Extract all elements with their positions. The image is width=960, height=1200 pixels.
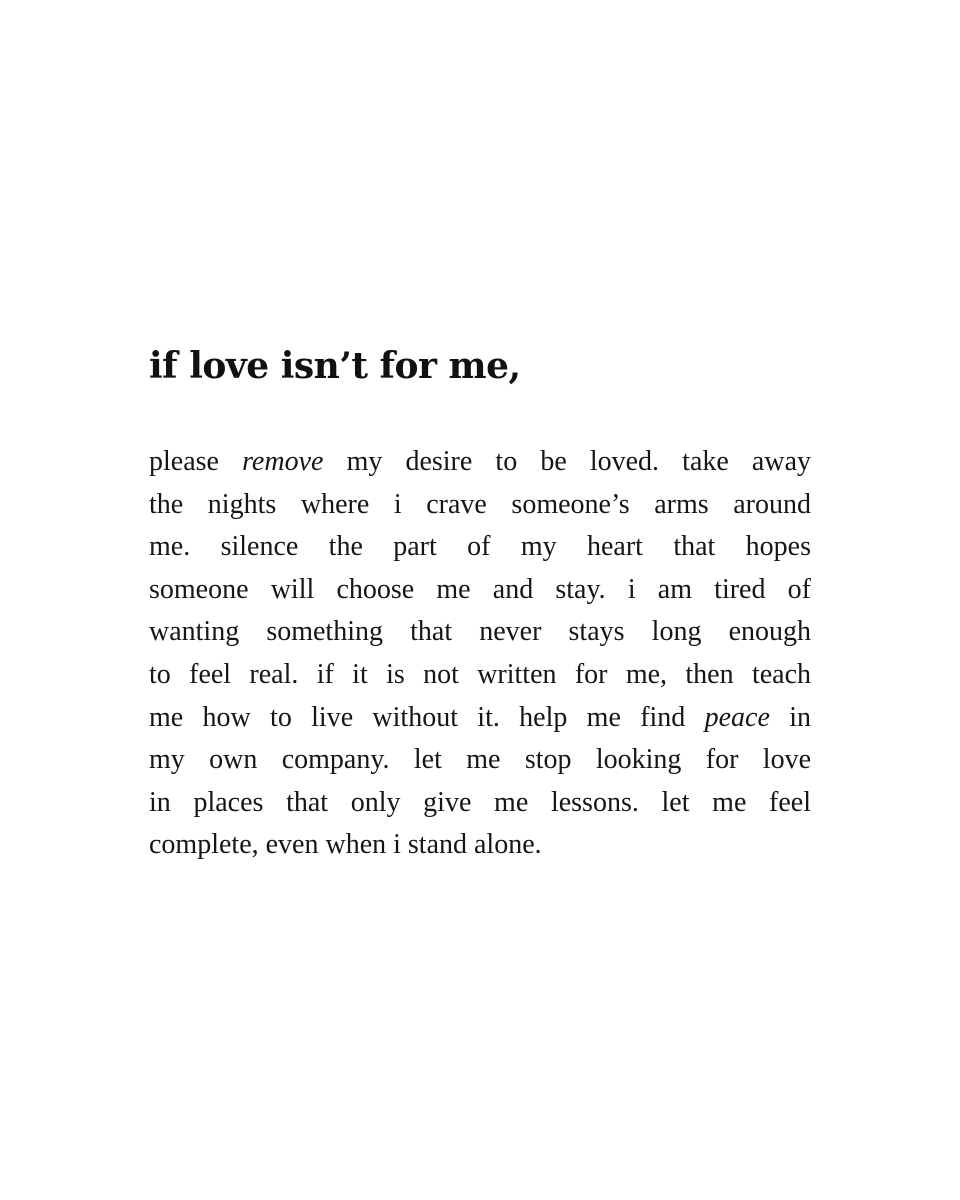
emphasized-word: remove: [242, 446, 324, 477]
poem-line: someone will choose me and stay. i am tired of: [149, 573, 811, 605]
text-fragment: me how to live without it. help me find: [149, 701, 705, 733]
poem-line: in places that only give me lessons. let me feel: [149, 786, 811, 818]
poem-body: [149, 441, 811, 867]
poem-line: [149, 441, 811, 484]
emphasized-word: peace: [704, 701, 770, 733]
poem-line: me. silence the part of my heart that hopes: [149, 531, 811, 563]
text-fragment: in: [769, 701, 812, 733]
poem-line: to feel real. if it is not written for me, then teach: [149, 658, 811, 690]
poem-title: if love isn’t for me,: [149, 345, 521, 387]
poem-line: my own company. let me stop looking for love: [149, 744, 811, 776]
poem-line: complete, even when i stand alone.: [149, 829, 542, 861]
poem-line: [149, 697, 811, 740]
poem-line: the nights where i crave someone’s arms around: [149, 488, 811, 520]
text-fragment: please: [149, 446, 243, 477]
poem-line: wanting something that never stays long enough: [149, 616, 811, 648]
text-fragment: my desire to be loved. take away: [323, 446, 811, 477]
